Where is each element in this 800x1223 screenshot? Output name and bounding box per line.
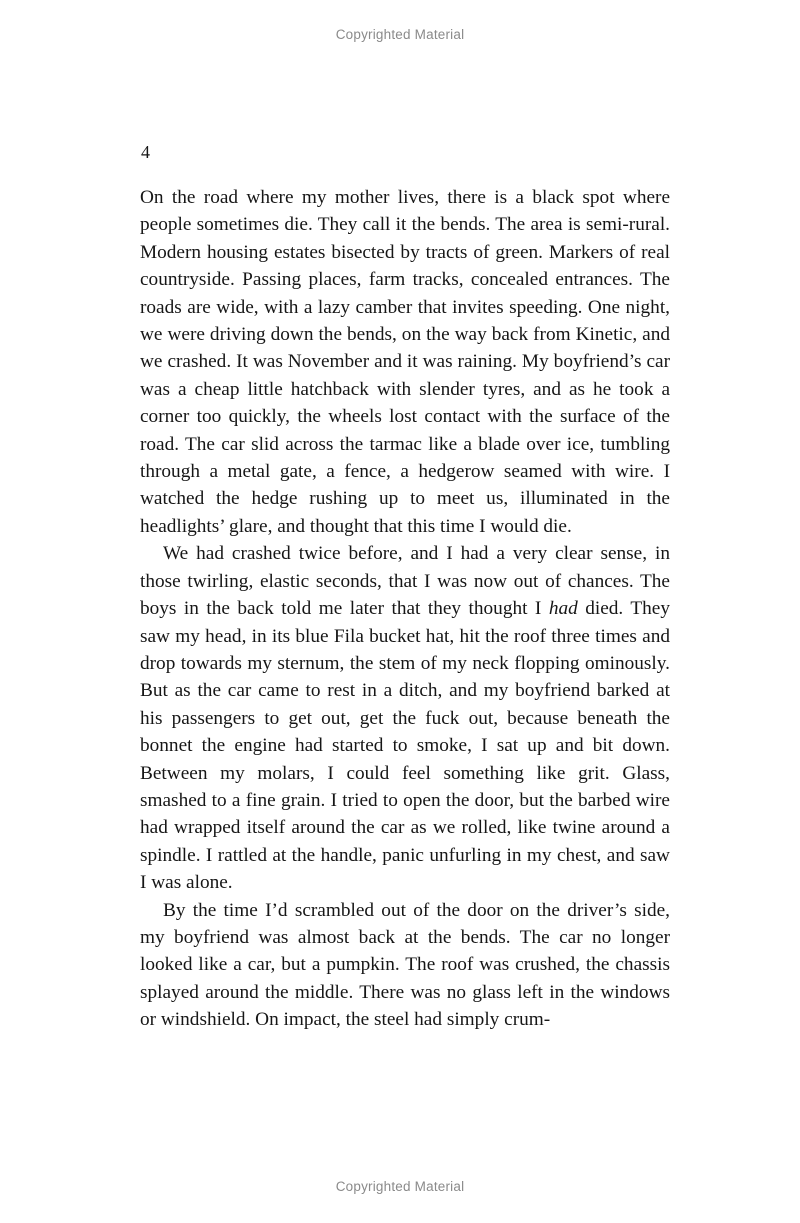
body-text: [140, 184, 670, 1034]
paragraph: [140, 897, 670, 1034]
text-run: On the road where my mother lives, there is a black spot where people sometimes die. They call it the bends. The area is semi-rural. Modern housing estates bisected by tracts of green. Markers of real countryside. Passing places, farm tracks, concealed entrances. The roads are wide, with a lazy camber that invites speeding. One night, we were driving down the bends, on the way back from Kinetic, and we crashed. It was November and it was raining. My boyfriend’s car was a cheap little hatchback with slender tyres, and as he took a corner too quickly, the wheels lost contact with the surface of the road. The car slid across the tarmac like a blade over ice, tumbling through a metal gate, a fence, a hedgerow seamed with wire. I watched the hedge rushing up to meet us, illuminated in the headlights’ glare, and thought that this time I would die.: [140, 187, 670, 537]
page-number: 4: [141, 142, 150, 162]
text-run: By the time I’d scrambled out of the door on the driver’s side, my boyfriend was almost back at the bends. The car no longer looked like a car, but a pumpkin. The roof was crushed, the chassis splayed around the middle. There was no glass left in the windows or windshield. On impact, the steel had simply crum-: [140, 899, 670, 1031]
paragraph: [140, 540, 670, 896]
watermark-top: Copyrighted Material: [335, 27, 465, 42]
text-run: We had crashed twice before, and I had a very clear sense, in those twirling, elastic seconds, that I was now out of chances. The boys in the back told me later that they thought I: [140, 543, 670, 620]
italic-text-run: had: [548, 598, 578, 620]
paragraph: [140, 184, 670, 540]
watermark-bottom: Copyrighted Material: [335, 1179, 465, 1194]
text-run: died. They saw my head, in its blue Fila bucket hat, hit the roof three times and drop towards my sternum, the stem of my neck flopping ominously. But as the car came to rest in a ditch, and my boyfriend barked at his passengers to get out, get the fuck out, because beneath the bonnet the engine had started to smoke, I sat up and bit down. Between my molars, I could feel something like grit. Glass, smashed to a fine grain. I tried to open the door, but the barbed wire had wrapped itself around the car as we rolled, like twine around a spindle. I rattled at the handle, panic unfurling in my chest, and saw I was alone.: [140, 598, 670, 894]
